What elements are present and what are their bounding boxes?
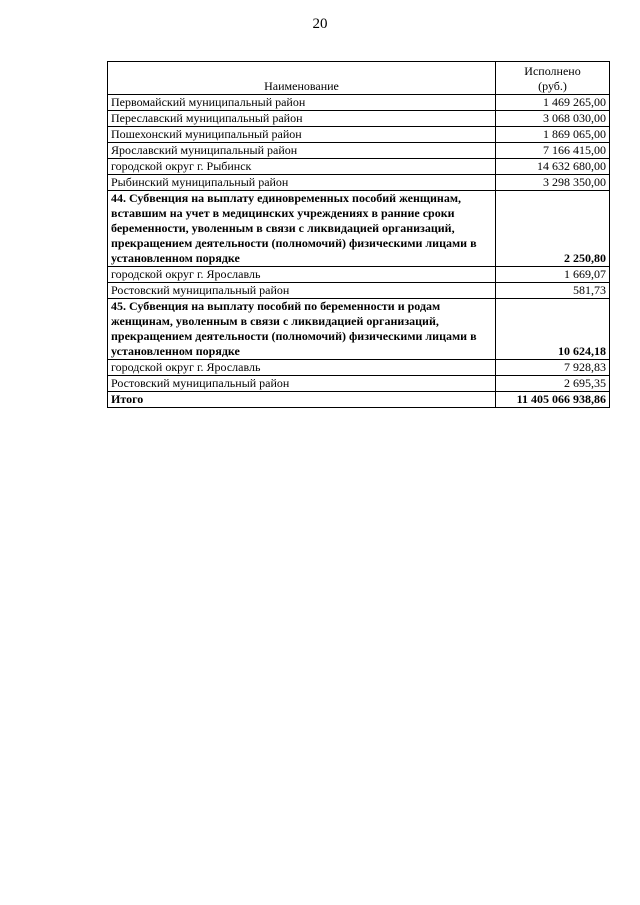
row-value: 7 166 415,00	[496, 143, 610, 159]
table-row	[108, 376, 610, 392]
section-45-row	[108, 299, 610, 360]
row-value: 7 928,83	[496, 360, 610, 376]
row-name: городской округ г. Рыбинск	[108, 159, 496, 175]
row-name: Пошехонский муниципальный район	[108, 127, 496, 143]
row-value: 581,73	[496, 283, 610, 299]
table-row	[108, 159, 610, 175]
row-value: 1 469 265,00	[496, 95, 610, 111]
row-name: Рыбинский муниципальный район	[108, 175, 496, 191]
row-value: 1 869 065,00	[496, 127, 610, 143]
table-row	[108, 283, 610, 299]
row-name: Ростовский муниципальный район	[108, 283, 496, 299]
header-value-line2: (руб.)	[538, 79, 567, 93]
table-row	[108, 95, 610, 111]
row-name: Переславский муниципальный район	[108, 111, 496, 127]
row-name: Ярославский муниципальный район	[108, 143, 496, 159]
total-label: Итого	[108, 392, 496, 408]
row-name: городской округ г. Ярославль	[108, 360, 496, 376]
row-value: 3 068 030,00	[496, 111, 610, 127]
section-45-title: 45. Субвенция на выплату пособий по беременности и родам женщинам, уволенным в связи с ликвидацией организаций, прекращением деятельности (полномочий) физическими лицами в установленном порядке	[108, 299, 496, 360]
header-name: Наименование	[108, 62, 496, 95]
total-row	[108, 392, 610, 408]
table-row	[108, 360, 610, 376]
table-row	[108, 143, 610, 159]
row-value: 1 669,07	[496, 267, 610, 283]
page-number: 20	[312, 16, 328, 32]
table-header-row	[108, 62, 610, 95]
section-44-row	[108, 191, 610, 267]
header-value-line1: Исполнено	[524, 64, 581, 78]
table-row	[108, 111, 610, 127]
budget-table	[107, 61, 610, 408]
row-name: городской округ г. Ярославль	[108, 267, 496, 283]
table-row	[108, 267, 610, 283]
row-value: 2 695,35	[496, 376, 610, 392]
section-44-value: 2 250,80	[496, 191, 610, 267]
section-45-value: 10 624,18	[496, 299, 610, 360]
row-name: Первомайский муниципальный район	[108, 95, 496, 111]
total-value: 11 405 066 938,86	[496, 392, 610, 408]
section-44-title: 44. Субвенция на выплату единовременных пособий женщинам, вставшим на учет в медицинских учреждениях в ранние сроки беременности, уволенным в связи с ликвидацией организаций, прекращением деятельности (полномочий) физическими лицами в установленном порядке	[108, 191, 496, 267]
header-value	[496, 62, 610, 95]
row-value: 3 298 350,00	[496, 175, 610, 191]
row-value: 14 632 680,00	[496, 159, 610, 175]
row-name: Ростовский муниципальный район	[108, 376, 496, 392]
table-row	[108, 175, 610, 191]
table-row	[108, 127, 610, 143]
